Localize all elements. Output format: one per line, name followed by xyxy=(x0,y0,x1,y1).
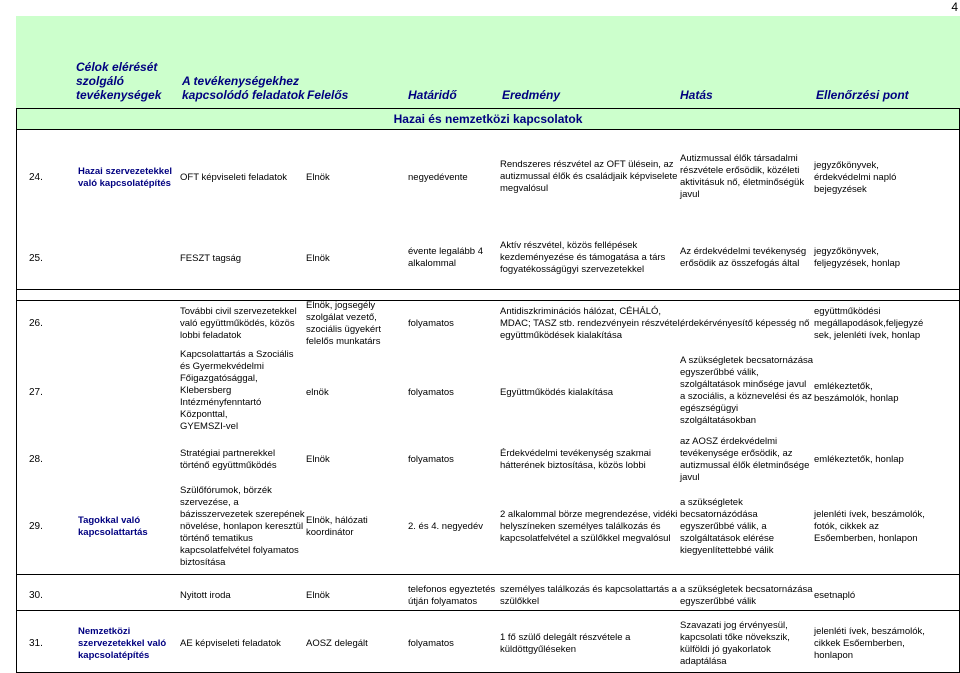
row-checkpoint: jegyzőkönyvek, feljegyzések, honlap xyxy=(814,246,901,269)
row-result: Érdekvédelmi tevékenység szakmai hátterének biztosítása, közös lobbi xyxy=(500,448,652,471)
row-goal: Tagokkal való kapcsolattartás xyxy=(78,515,148,538)
row-impact: Az érdekvédelmi tevékenység erősödik az összefogás által xyxy=(680,246,807,269)
row-deadline: telefonos egyeztetés útján folyamatos xyxy=(408,584,496,607)
row-number: 29. xyxy=(29,521,43,532)
row-checkpoint: jelenléti ívek, beszámolók, fotók, cikkek az Esőemberben, honlapon xyxy=(814,509,925,544)
row-result: Együttműködés kialakítása xyxy=(500,387,614,398)
row-deadline: folyamatos xyxy=(408,454,454,465)
row-checkpoint: jelenléti ívek, beszámolók, cikkek Esőemberben, honlapon xyxy=(814,626,925,661)
row-responsible: Elnök, hálózati koordinátor xyxy=(306,515,368,538)
row-result: személyes találkozás és kapcsolattartás a szülőkkel xyxy=(500,584,677,607)
header-responsible: Felelős xyxy=(307,88,349,102)
row-result: Aktív részvétel, közös fellépések kezdeményezése és támogatása a társ fogyatékosságügyi szervezetekkel xyxy=(500,240,666,275)
row-checkpoint: jegyzőkönyvek, érdekvédelmi napló bejegyzések xyxy=(814,160,897,195)
header-goal: Célok elérését szolgáló tevékenységek xyxy=(76,60,162,102)
row-number: 25. xyxy=(29,253,43,264)
page-number: 4 xyxy=(951,0,958,14)
row-responsible: Elnök xyxy=(306,454,330,465)
row-deadline: folyamatos xyxy=(408,638,454,649)
header-result: Eredmény xyxy=(502,88,561,102)
row-responsible: elnök xyxy=(306,387,329,398)
row-result: Antidiszkriminációs hálózat, CÉHÁLÓ, MDAC; TASZ stb. rendezvényein részvétel, együttműködések kialakítása xyxy=(500,306,683,341)
row-task: OFT képviseleti feladatok xyxy=(180,172,288,183)
row-responsible: Elnök xyxy=(306,253,330,264)
row-goal: Hazai szervezetekkel való kapcsolatépítés xyxy=(78,166,173,189)
header-checkpoint: Ellenőrzési pont xyxy=(816,88,909,102)
row-responsible: Elnök xyxy=(306,590,330,601)
header-deadline: Határidő xyxy=(408,88,457,102)
row-responsible: AOSZ delegált xyxy=(306,638,368,649)
header-impact: Hatás xyxy=(680,88,713,102)
row-impact: a szükségletek becsatornázódása egyszerűbbé válik, a szolgáltatások elérése kiegyenlítettebbé válik xyxy=(680,497,774,556)
row-result: 2 alkalommal börze megrendezése, vidéki helyszíneken személyes találkozás és kapcsolatfelvétel a szülőkkel megvalósul xyxy=(500,509,678,544)
row-number: 28. xyxy=(29,454,43,465)
row-number: 26. xyxy=(29,318,43,329)
row-task: Nyitott iroda xyxy=(180,590,231,601)
row-task: További civil szervezetekkel való együttműködés, közös lobbi feladatok xyxy=(180,306,297,341)
row-result: Rendszeres részvétel az OFT ülésein, az autizmussal élők és családjaik képviselete megvalósul xyxy=(500,159,678,194)
table-header xyxy=(16,16,960,108)
row-number: 31. xyxy=(29,638,43,649)
row-impact: érdekérvényesítő képesség nő xyxy=(680,318,810,329)
row-checkpoint: együttműködési megállapodások,feljegyzé sek, jelenléti ívek, honlap xyxy=(814,306,924,341)
row-checkpoint: esetnapló xyxy=(814,590,856,601)
row-task: Kapcsolattartás a Szociális és Gyermekvédelmi Főigazgatósággal, Klebersberg Intézményfenntartó Központtal, GYEMSZI-vel xyxy=(180,349,294,432)
row-task: Stratégiai partnerekkel történő együttműködés xyxy=(180,448,277,471)
row-number: 30. xyxy=(29,590,43,601)
row-result: 1 fő szülő delegált részvétele a küldöttgyűléseken xyxy=(500,632,631,655)
row-responsible: Elnök xyxy=(306,172,330,183)
row-task: FESZT tagság xyxy=(180,253,242,264)
row-responsible: Elnök, jogsegély szolgálat vezető, szociális ügyekért felelős munkatárs xyxy=(306,300,381,347)
row-checkpoint: emlékeztetők, honlap xyxy=(814,454,904,465)
row-number: 24. xyxy=(29,172,43,183)
row-deadline: folyamatos xyxy=(408,387,454,398)
header-task: A tevékenységekhez kapcsolódó feladatok xyxy=(182,74,305,102)
row-task: Szülőfórumok, börzék szervezése, a bázisszervezetek szerepének növelése, honlapon keresztül történő tematikus kapcsolatfelvétel folyamatos biztosítása xyxy=(180,485,305,568)
row-impact: az AOSZ érdekvédelmi tevékenysége erősödik, az autizmussal élők életminősége javul xyxy=(680,436,810,483)
row-number: 27. xyxy=(29,387,43,398)
row-deadline: évente legalább 4 alkalommal xyxy=(408,246,484,269)
row-impact: A szükségletek becsatornázása egyszerűbbé válik, szolgáltatások minősége javul a szociális, a köznevelési és az egészségügyi szolgáltatásokban xyxy=(680,355,814,426)
row-task: AE képviseleti feladatok xyxy=(180,638,281,649)
section-title: Hazai és nemzetközi kapcsolatok xyxy=(16,108,960,130)
row-impact: a szükségletek becsatornázása egyszerűbbé válik xyxy=(680,584,813,607)
row-checkpoint: emlékeztetők, beszámolók, honlap xyxy=(814,381,899,404)
row-goal: Nemzetközi szervezetekkel való kapcsolatépítés xyxy=(78,626,167,661)
row-impact: Autizmussal élők társadalmi részvétele erősödik, közéleti aktivitásuk nő, életminőségük javul xyxy=(680,153,805,200)
row-deadline: 2. és 4. negyedév xyxy=(408,521,483,532)
row-impact: Szavazati jog érvényesül, kapcsolati tőke növekszik, külföldi jó gyakorlatok adaptálása xyxy=(680,620,790,667)
row-deadline: negyedévente xyxy=(408,172,468,183)
row-deadline: folyamatos xyxy=(408,318,454,329)
